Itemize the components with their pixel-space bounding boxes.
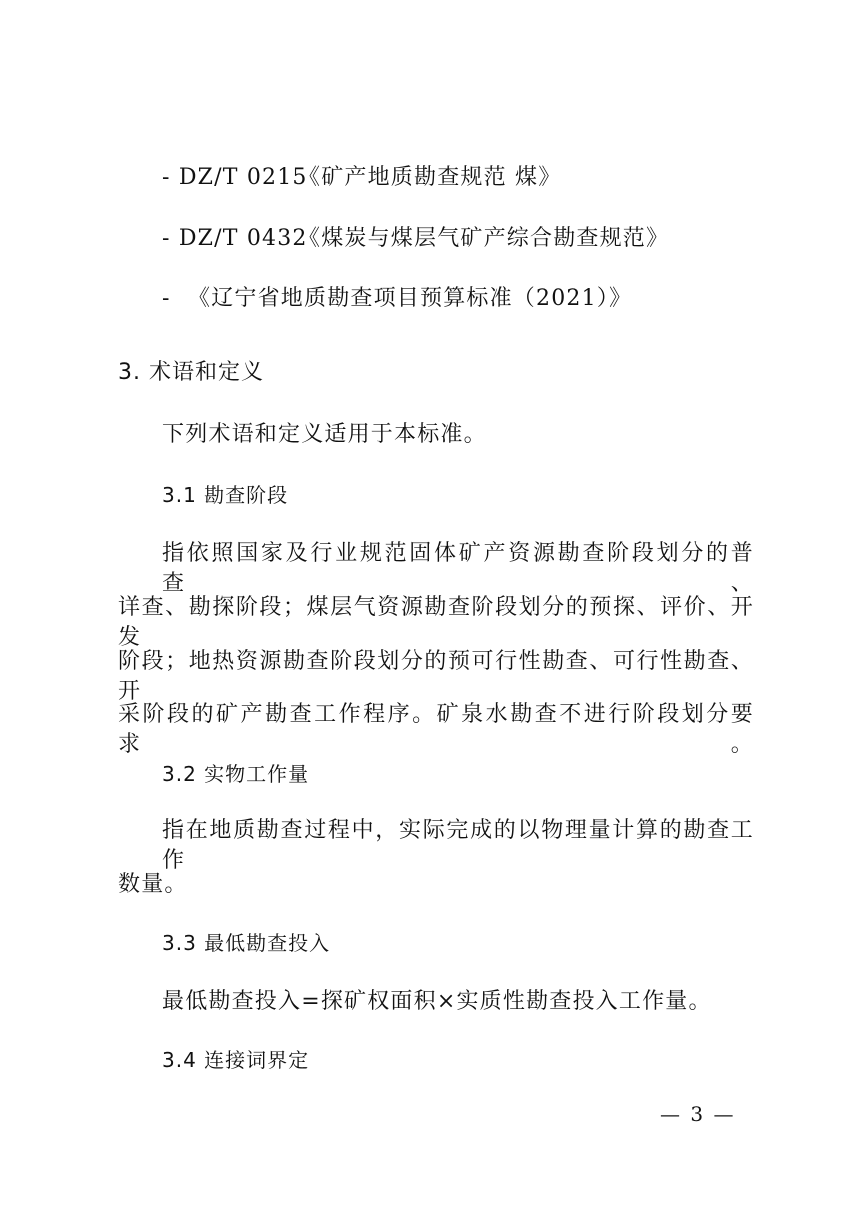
subsection-heading: 3.2 实物工作量 bbox=[162, 762, 310, 786]
reference-code: - bbox=[162, 286, 171, 311]
section-intro: 下列术语和定义适用于本标准。 bbox=[162, 422, 487, 447]
paragraph-line: 数量。 bbox=[118, 872, 188, 897]
section-heading: 3. 术语和定义 bbox=[118, 360, 264, 385]
reference-item bbox=[162, 224, 669, 254]
reference-title: 《辽宁省地质勘查项目预算标准（2021）》 bbox=[188, 286, 633, 311]
page-number: — 3 — bbox=[660, 1102, 736, 1126]
reference-title: 《煤炭与煤层气矿产综合勘查规范》 bbox=[298, 226, 670, 251]
reference-code: - DZ/T 0215 bbox=[162, 165, 308, 190]
reference-item bbox=[162, 163, 561, 193]
paragraph-line: 指在地质勘查过程中，实际完成的以物理量计算的勘查工作 bbox=[162, 818, 754, 873]
subsection-heading: 3.1 勘查阶段 bbox=[162, 483, 289, 507]
subsection-heading: 3.3 最低勘查投入 bbox=[162, 931, 331, 955]
paragraph-line: 详查、勘探阶段；煤层气资源勘查阶段划分的预探、评价、开发 bbox=[118, 595, 754, 650]
reference-item bbox=[162, 284, 632, 314]
reference-title: 《矿产地质勘查规范 煤》 bbox=[298, 165, 562, 190]
subsection-heading: 3.4 连接词界定 bbox=[162, 1048, 310, 1072]
paragraph-line: 最低勘查投入=探矿权面积×实质性勘查投入工作量。 bbox=[162, 989, 712, 1014]
reference-code: - DZ/T 0432 bbox=[162, 226, 308, 251]
paragraph-line: 采阶段的矿产勘查工作程序。矿泉水勘查不进行阶段划分要求。 bbox=[118, 702, 754, 757]
paragraph-line: 指依照国家及行业规范固体矿产资源勘查阶段划分的普查、 bbox=[162, 541, 754, 596]
paragraph-line: 阶段；地热资源勘查阶段划分的预可行性勘查、可行性勘查、开 bbox=[118, 649, 754, 704]
